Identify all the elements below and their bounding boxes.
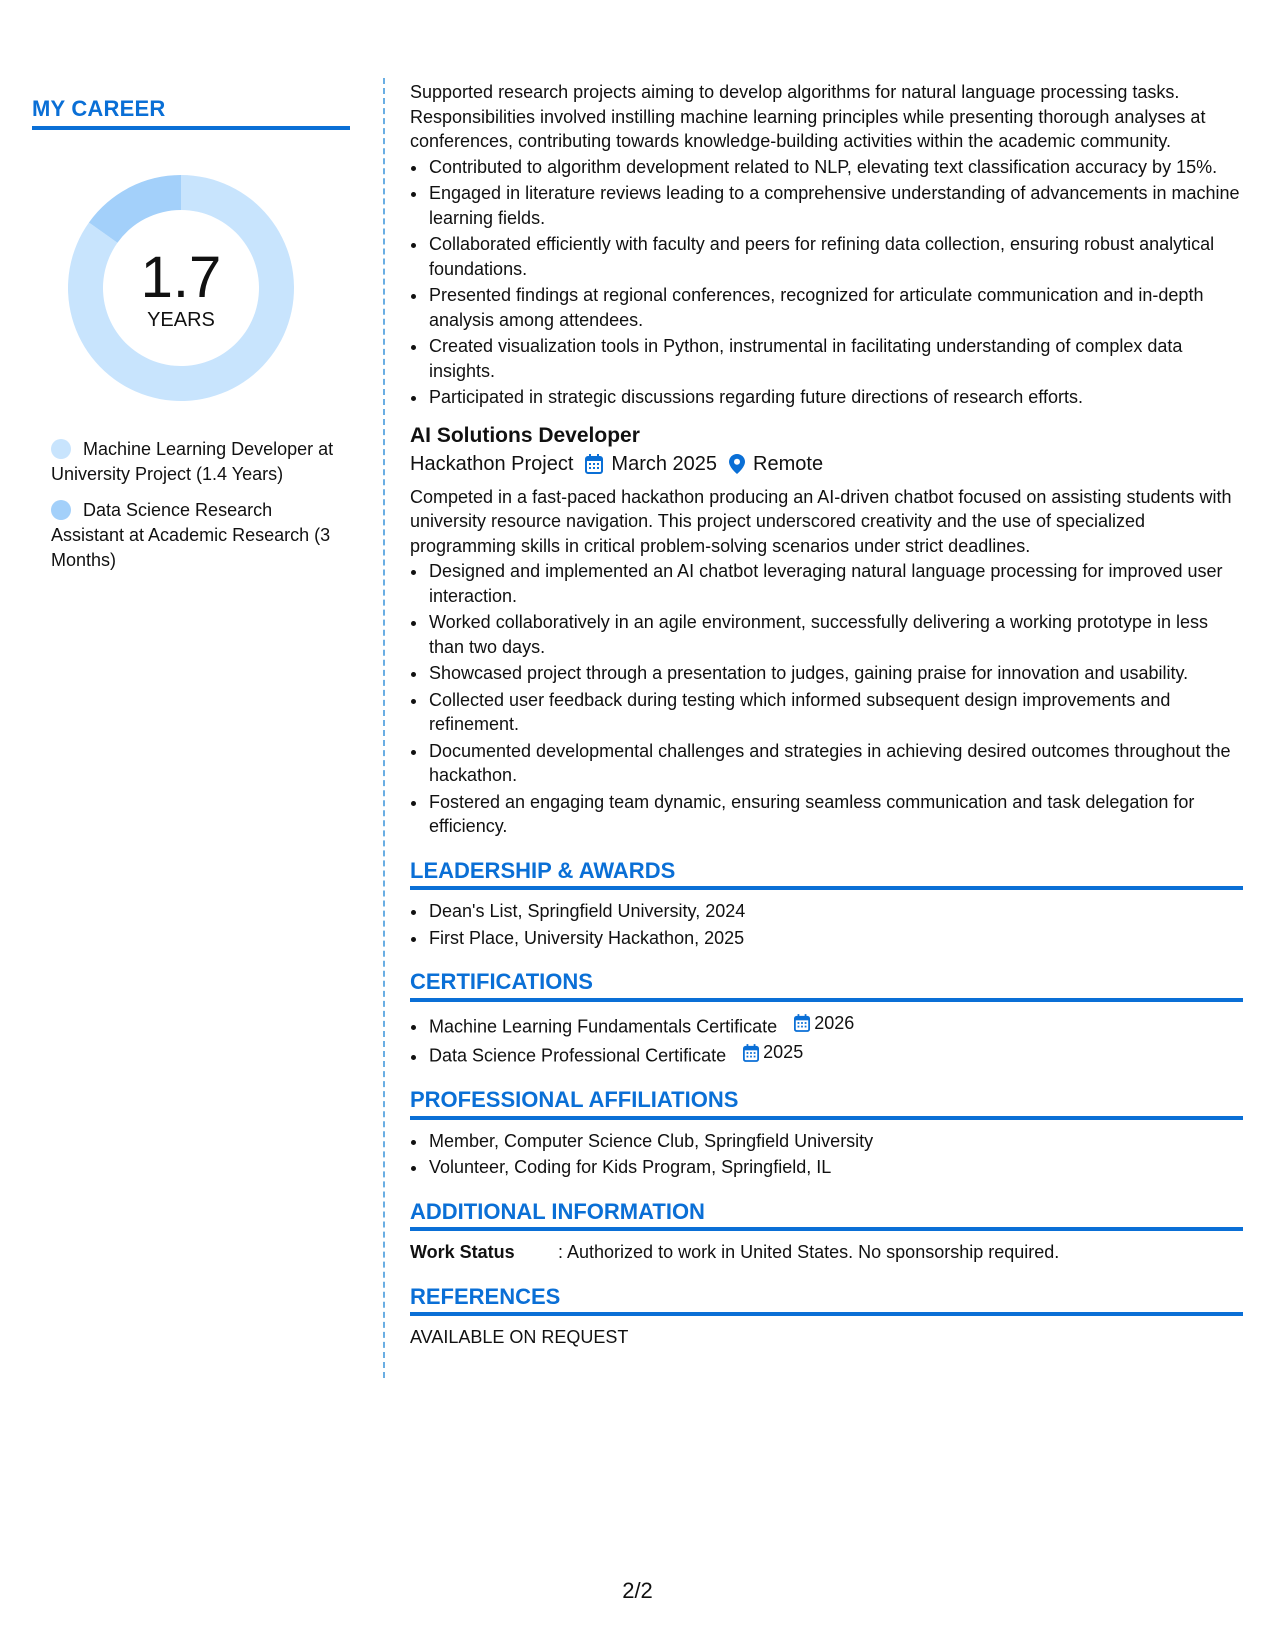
- certifications-section-title: CERTIFICATIONS: [410, 970, 1243, 1002]
- list-item: • Collected user feedback during testing which informed subsequent design improvements and refinement.: [428, 688, 1243, 737]
- certificate-date: [794, 1011, 854, 1036]
- list-item: • Created visualization tools in Python, instrumental in facilitating understanding of complex data insights.: [428, 334, 1243, 383]
- list-item: • Participated in strategic discussions regarding future directions of research efforts.: [428, 385, 1243, 410]
- list-item: • First Place, University Hackathon, 2025: [428, 926, 1243, 951]
- list-item: • Volunteer, Coding for Kids Program, Springfield, IL: [428, 1155, 1243, 1180]
- affiliations-section-title: PROFESSIONAL AFFILIATIONS: [410, 1088, 1243, 1120]
- main-column: [410, 80, 1243, 1350]
- list-item: • Dean's List, Springfield University, 2024: [428, 899, 1243, 924]
- calendar-icon: [743, 1044, 759, 1062]
- list-item: • Showcased project through a presentation to judges, gaining praise for innovation and usability.: [428, 661, 1243, 686]
- page-number: 2/2: [622, 1578, 653, 1603]
- list-item: • Fostered an engaging team dynamic, ensuring seamless communication and task delegation for efficiency.: [428, 790, 1243, 839]
- affiliations-list: [410, 1129, 1243, 1180]
- list-item: • Documented developmental challenges and strategies in achieving desired outcomes throughout the hackathon.: [428, 739, 1243, 788]
- career-section-title: MY CAREER: [32, 96, 350, 130]
- donut-center: [68, 175, 294, 401]
- certifications-list: [410, 1011, 1243, 1069]
- legend-item: [51, 498, 341, 573]
- list-item: • Worked collaboratively in an agile environment, successfully delivering a working prototype in less than two days.: [428, 610, 1243, 659]
- calendar-icon: [794, 1014, 810, 1032]
- job-meta: [410, 452, 1243, 477]
- legend-label: Data Science Research Assistant at Academic Research (3 Months): [51, 500, 331, 570]
- list-item: [428, 1011, 1243, 1039]
- total-years-unit: YEARS: [147, 309, 215, 331]
- calendar-icon: [585, 454, 603, 474]
- certificate-year: 2026: [814, 1012, 855, 1033]
- career-legend: [51, 437, 341, 573]
- certificate-name: Machine Learning Fundamentals Certificate: [429, 1015, 778, 1036]
- job-bullets: [410, 559, 1243, 839]
- certificate-date: [743, 1040, 803, 1065]
- list-item: • Presented findings at regional conferences, recognized for articulate communication and in-depth analysis among attendees.: [428, 283, 1243, 332]
- job-bullets: [410, 155, 1243, 410]
- total-years-value: 1.7: [140, 245, 222, 310]
- list-item: • Member, Computer Science Club, Springfield University: [428, 1129, 1243, 1154]
- certificate-year: 2025: [763, 1042, 804, 1063]
- job-location: Remote: [753, 453, 824, 475]
- list-item: [428, 1040, 1243, 1068]
- column-divider: [383, 78, 385, 1378]
- job-summary: Competed in a fast-paced hackathon producing an AI-driven chatbot focused on assisting students with university resource navigation. This project underscored creativity and the use of specialized programming skills in critical problem-solving scenarios under strict deadlines.: [410, 486, 1232, 556]
- job-date: March 2025: [611, 453, 718, 475]
- legend-dot: [51, 439, 71, 459]
- work-status-label: Work Status: [410, 1242, 515, 1262]
- references-section-title: REFERENCES: [410, 1285, 1243, 1317]
- references-text: AVAILABLE ON REQUEST: [410, 1327, 629, 1347]
- list-item: • Engaged in literature reviews leading to a comprehensive understanding of advancements in machine learning fields.: [428, 181, 1243, 230]
- list-item: • Designed and implemented an AI chatbot leveraging natural language processing for improved user interaction.: [428, 559, 1243, 608]
- list-item: • Collaborated efficiently with faculty and peers for refining data collection, ensuring robust analytical foundations.: [428, 232, 1243, 281]
- job-summary: Supported research projects aiming to develop algorithms for natural language processing tasks. Responsibilities involved instilling machine learning principles while presenting thorough analyses at conferences, contributing towards knowledge-building activities within the academic community.: [410, 82, 1206, 151]
- work-status-value: : Authorized to work in United States. No sponsorship required.: [558, 1242, 1060, 1262]
- legend-item: [51, 437, 341, 487]
- work-status-row: [410, 1240, 1243, 1265]
- location-pin-icon: [729, 454, 745, 474]
- leadership-list: [410, 899, 1243, 950]
- leadership-section-title: LEADERSHIP & AWARDS: [410, 859, 1243, 891]
- career-sidebar: [32, 96, 350, 584]
- legend-label: Machine Learning Developer at University Project (1.4 Years): [51, 439, 334, 484]
- career-donut-chart: [68, 175, 294, 401]
- certificate-name: Data Science Professional Certificate: [429, 1045, 727, 1066]
- job-title: AI Solutions Developer: [410, 423, 640, 447]
- list-item: • Contributed to algorithm development related to NLP, elevating text classification accuracy by 15%.: [428, 155, 1243, 180]
- additional-info-section-title: ADDITIONAL INFORMATION: [410, 1200, 1243, 1232]
- job-company: Hackathon Project: [410, 453, 574, 475]
- legend-dot: [51, 500, 71, 520]
